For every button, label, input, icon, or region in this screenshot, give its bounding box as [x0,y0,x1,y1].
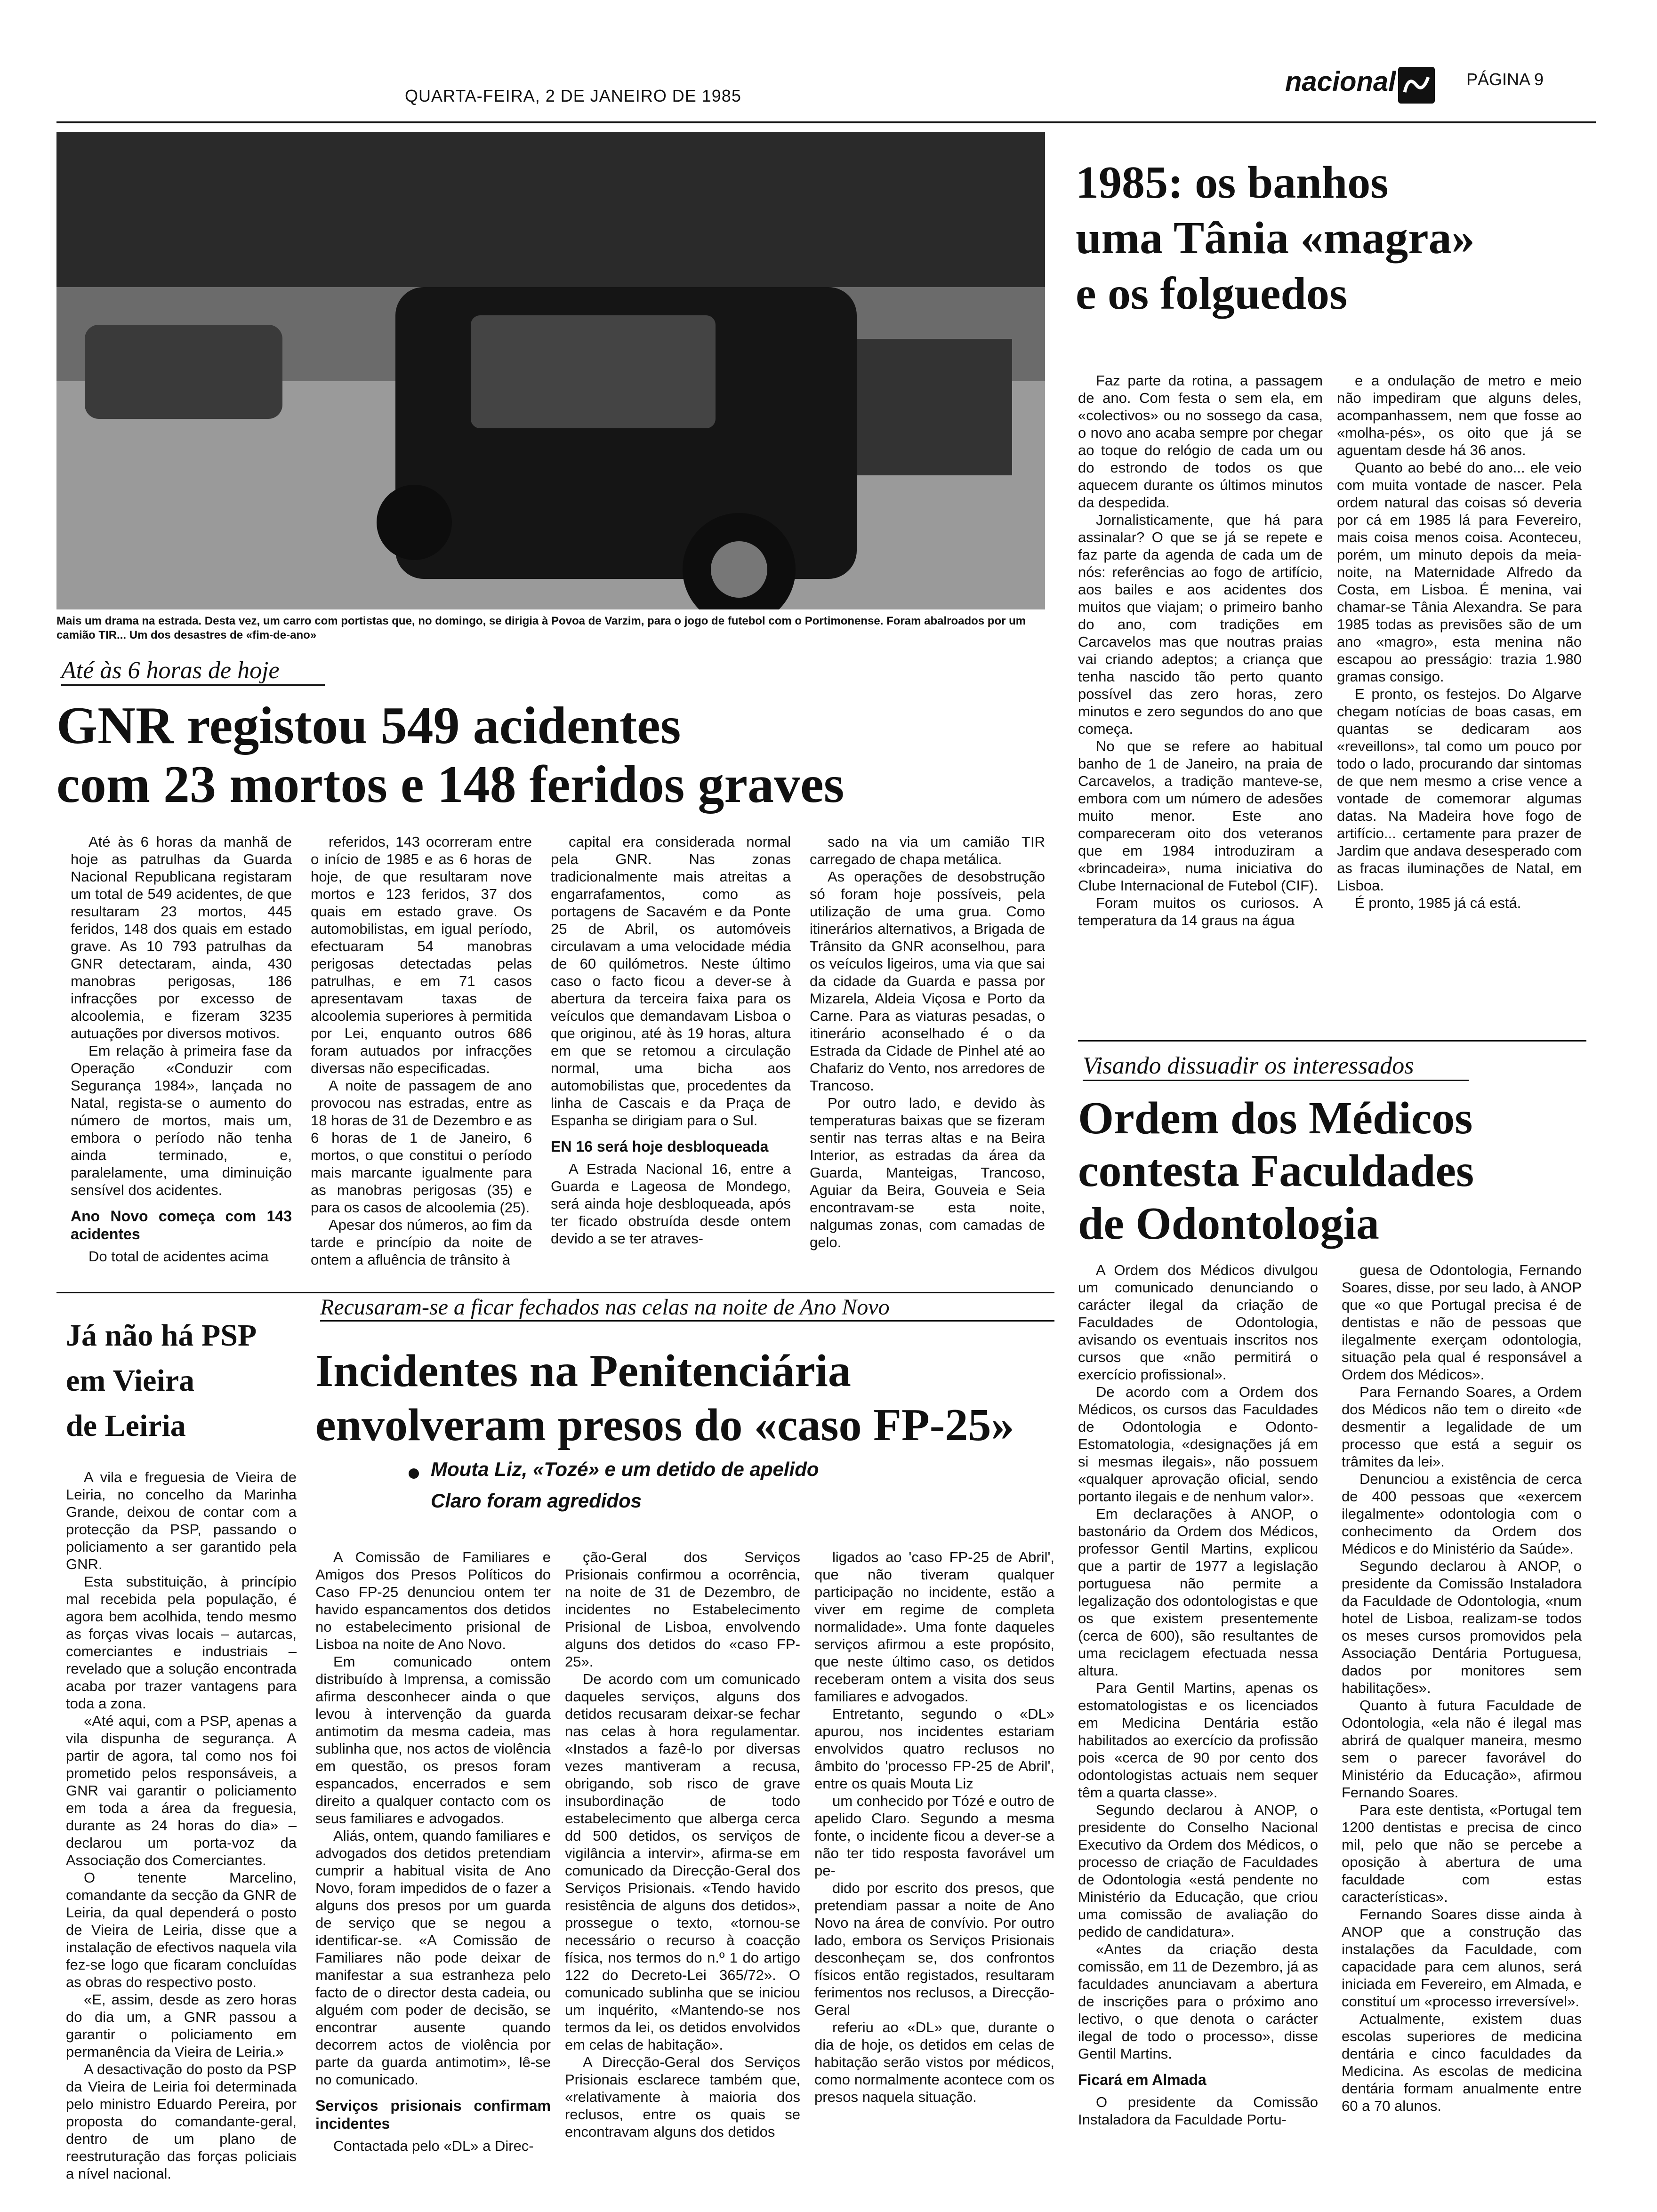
penitenciaria-p10: um conhecido por Tózé e outro de apelido Claro. Segundo a mesma fonte, o incidente ficou a dever-se a não ter tido resposta favorável um pe- [814,1793,1054,1879]
gnr-kicker: Até às 6 horas de hoje [61,657,325,686]
penitenciaria-p5: ção-Geral dos Serviços Prisionais confirmou a ocorrência, na noite de 31 de Dezembro, de incidentes no Estabelecimento Prisional de Lisboa, envolvendo alguns dos detidos do «caso FP-25». [565,1549,800,1670]
medicos-p5: Segundo declarou à ANOP, o presidente do Conselho Nacional Executivo da Ordem dos Médicos, o processo de criação de Faculdades de Odontologia «está pendente no Ministério da Educação, que criou uma comissão de avaliação do pedido de candidatura». [1078,1802,1318,1940]
banhos-p2: Jornalisticamente, que há para assinalar? O que se já se repete e faz parte da agenda de cada um de nós: referências ao fogo de artifício, aos bailes e aos acidentes dos muitos que viajam; o primeiro banho do ano, com tradições em Carcavelos mas que noutras praias vai criando adeptos; a criança que tenha nascido tão perto quanto possível das zero horas, zero minutos e zero segundos do ano que começa. [1078,512,1323,737]
medicos-p9: Para Fernando Soares, a Ordem dos Médicos não tem o direito «de desmentir a legalidade de um processo que está a seguir os trâmites da lei». [1342,1384,1582,1470]
banhos-p7: E pronto, os festejos. Do Algarve chegam notícias de boas casas, em quantas se dedicaram aos «reveillons», tal como um pouco por todo o lado, procurando dar sintomas de que nem mesmo a crise vence a vontade de comemorar algumas datas. Na Madeira hove fogo de artifício... certamente para prazer de Jardim que andava desesperado com as fracas iluminações de Natal, em Lisboa. [1337,686,1582,894]
medicos-p6: «Antes da criação desta comissão, em 11 de Dezembro, já as faculdades anunciavam a abertura de inscrições para o próximo ano lectivo, o que denota o carácter ilegal de todo o processo», disse Gentil Martins. [1078,1941,1318,2062]
penitenciaria-p2: Em comunicado ontem distribuído à Imprensa, a comissão afirma desconhecer ainda o que levou à intervenção da guarda antimotim da mesma cadeia, mas sublinha que, nos actos de violência em questão, os presos foram espancados, encerrados e sem direito a qualquer contacto com os seus familiares e advogados. [315,1653,551,1827]
gnr-p2: Em relação à primeira fase da Operação «Conduzir com Segurança 1984», lançada no Natal, regista-se o aumento do número de mortos, mais um, embora o período não tenha ainda terminado, e, paralelamente, uma diminuição sensível dos acidentes. [71,1042,292,1198]
gnr-p8: A Estrada Nacional 16, entre a Guarda e Lageosa de Mondego, será ainda hoje desbloqueada, após ter ficado obstruída desde ontem devido a se ter atraves- [551,1161,791,1247]
medicos-p12: Quanto à futura Faculdade de Odontologia, «ela não é ilegal mas abrirá de qualquer maneira, mesmo sem o parecer favorável do Ministério da Educação», afirmou Fernando Soares. [1342,1697,1582,1801]
penitenciaria-p11: dido por escrito dos presos, que pretendiam passar a noite de Ano Novo na área de convívio. Por outro lado, embora os Serviços Prisionais desconheçam se, dos confrontos físicos então registados, resultaram ferimentos nos reclusos, a Direcção-Geral [814,1880,1054,2018]
gnr-p9: sado na via um camião TIR carregado de chapa metálica. [810,834,1045,867]
penitenciaria-p7: A Direcção-Geral dos Serviços Prisionais esclarece também que, «relativamente à maioria dos reclusos, entre os quais se encontravam alguns dos detidos [565,2054,800,2140]
medicos-kicker: Visando dissuadir os interessados [1083,1052,1469,1081]
penitenciaria-headline-1: Incidentes na Penitenciária [315,1346,851,1396]
gnr-p7: capital era considerada normal pela GNR. Nas zonas tradicionalmente mais atreitas a engarrafamentos, como as portagens de Sacavém e da Ponte 25 de Abril, os automóveis circulavam a uma velocidade média de 60 quilómetros. Neste último caso o facto ficou a dever-se à abertura da terceira faixa para os veículos que demandavam Lisboa o que originou, até às 19 horas, altura em que se retomou a circulação normal, uma bicha aos automobilistas que, procedentes da linha de Cascais e da Praça de Espanha se dirigiam para o Sul. [551,834,791,1129]
gnr-subhead-2: EN 16 será hoje desbloqueada [551,1138,769,1155]
medicos-p4: Para Gentil Martins, apenas os estomatologistas e os licenciados em Medicina Dentária estão habilitados ao exercício da profissão pois «cerca de 90 por cento dos odontologistas actuais nem sequer têm a quarta classe». [1078,1680,1318,1801]
gnr-headline-2: com 23 mortos e 148 feridos graves [56,755,845,814]
penitenciaria-deck-2: Claro foram agredidos [431,1490,642,1512]
psp-col [66,1468,297,2182]
psp-p1: A vila e freguesia de Vieira de Leiria, no concelho da Marinha Grande, deixou de contar com a protecção da PSP, passando o policiamento a ser garantido pela GNR. [66,1469,297,1572]
banhos-p8: É pronto, 1985 já cá está. [1355,895,1521,911]
header-rule [56,121,1596,123]
gnr-subhead-1: Ano Novo começa com 143 acidentes [71,1208,292,1242]
psp-p5: «E, assim, desde as zero horas do dia um, a GNR passou a garantir o policiamento em permanência da Vieira de Leiria.» [66,1991,297,2060]
psp-headline-1: Já não há PSP [66,1318,257,1353]
penitenciaria-kicker: Recusaram-se a ficar fechados nas celas na noite de Ano Novo [320,1294,1054,1322]
accident-photo [56,132,1045,609]
penitenciaria-p9: Entretanto, segundo o «DL» apurou, nos incidentes estariam envolvidos quatro reclusos no âmbito do 'processo FP-25 de Abril', entre os quais Mouta Liz [814,1706,1054,1792]
banhos-p1: Faz parte da rotina, a passagem de ano. Com festa o sem ela, em «colectivos» ou no sossego da casa, o novo ano acaba sempre por chegar ao toque do relógio de cada um ou do estrondo de todos os que aquecem durante os últimos minutos da despedida. [1078,372,1323,511]
deck-bullet-icon [409,1468,419,1479]
penitenciaria-col-1 [315,1548,551,2155]
medicos-p1: A Ordem dos Médicos divulgou um comunicado denunciando o carácter ilegal da criação de Faculdades de Odontologia, avisando os eventuais inscritos nos cursos que «não permitirá o exercício profissional». [1078,1262,1318,1383]
medicos-headline-2: contesta Faculdades [1078,1146,1474,1196]
gnr-p1: Até às 6 horas da manhã de hoje as patrulhas da Guarda Nacional Republicana registaram um total de 549 acidentes, de que resultaram 23 mortos, 445 feridos, 148 dos quais em estado grave. As 10 793 patrulhas da GNR detectaram, ainda, 430 manobras perigosas, 186 infracções por excesso de alcoolemia, e fizeram 3235 autuações por diversos motivos. [71,834,292,1042]
gnr-col-2 [311,833,532,1268]
banhos-p6: Quanto ao bebé do ano... ele veio com muita vontade de nascer. Pela ordem natural das coisas só deveria por cá em 1985 lá para Fevereiro, mais coisa menos coisa. Aconteceu, porém, um minuto depois da meia-noite, na Maternidade Alfredo da Costa, em Lisboa. É menina, vai chamar-se Tânia Alexandra. Se para 1985 todas as previsões são de um ano «magro», esta menina não escapou ao presságio: trazia 1.980 gramas consigo. [1337,459,1582,685]
penitenciaria-subhead: Serviços prisionais confirmam incidentes [315,2097,551,2132]
penitenciaria-p6: De acordo com um comunicado daqueles serviços, alguns dos detidos recusaram deixar-se fechar nas celas à hora regulamentar. «Instados a fazê-lo por diversas vezes mantiveram a recusa, obrigando, sob risco de grave insubordinação de todo estabelecimento que alberga cerca dd 500 detidos, os serviços de vigilância a intervir», afirma-se em comunicado da Direcção-Geral dos Serviços Prisionais. «Tendo havido resistência de alguns dos detidos», prossegue o texto, «tornou-se necessário o recurso à coacção física, nos termos do n.º 1 do artigo 122 do Decreto-Lei 365/72». O comunicado sublinha que se iniciou um inquérito, «Mantendo-se nos termos da lei, os detidos envolvidos em celas de habitação». [565,1671,800,2053]
penitenciaria-headline-2: envolveram presos do «caso FP-25» [315,1400,1014,1451]
psp-p3: «Até aqui, com a PSP, apenas a vila dispunha de segurança. A partir de agora, tal como nos foi prometido pelos responsáveis, a GNR vai garantir o policiamento em toda a área da freguesia, durante as 24 horas do dia» – declarou um porta-voz da Associação dos Comerciantes. [66,1713,297,1868]
gnr-headline-1: GNR registou 549 acidentes [56,697,681,755]
penitenciaria-deck-1: Mouta Liz, «Tozé» e um detido de apelido [431,1458,819,1480]
newspaper-emblem-icon [1398,67,1435,104]
psp-headline-3: de Leiria [66,1409,186,1443]
psp-p4: O tenente Marcelino, comandante da secção da GNR de Leiria, da qual dependerá o posto de Vieira de Leiria, disse que a instalação de efectivos naquela vila fez-se logo que ficaram concluídas as obras do respectivo posto. [66,1869,297,1990]
medicos-p7: O presidente da Comissão Instaladora da Faculdade Portu- [1078,2094,1318,2128]
penitenciaria-col-2 [565,1548,800,2140]
medicos-p13: Para este dentista, «Portugal tem 1200 dentistas e precisa de cinco mil, pelo que não se percebe a oposição à abertura de uma faculdade com estas características». [1342,1802,1582,1905]
medicos-p3: Em declarações à ANOP, o bastonário da Ordem dos Médicos, professor Gentil Martins, explicou que a partir de 1977 a legislação portuguesa não permite a legalização dos odontologistas e que os que existem presentemente (cerca de 600), são resultantes de uma reciclagem efectuada nessa altura. [1078,1506,1318,1679]
banhos-p4: Foram muitos os curiosos. A temperatura da 14 graus na água [1078,895,1323,929]
medicos-subhead: Ficará em Almada [1078,2071,1207,2088]
medicos-top-rule [1078,1040,1586,1042]
penitenciaria-col-3 [814,1548,1054,2106]
banhos-col-2 [1337,372,1582,912]
medicos-headline-1: Ordem dos Médicos [1078,1093,1473,1144]
section-logo: nacional [1285,66,1396,97]
banhos-headline-1: 1985: os banhos [1076,157,1389,208]
psp-headline-2: em Vieira [66,1363,195,1398]
penitenciaria-p3: Aliás, ontem, quando familiares e advogados dos detidos pretendiam cumprir a habitual visita de Ano Novo, foram impedidos de o fazer a alguns dos presos por um guarda de serviço que se negou a identificar-se. «A Comissão de Familiares não pode deixar de manifestar a sua estranheza pelo facto de o director desta cadeia, ou alguém com poder de decisão, se encontrar ausente quando decorrem actos de violência por parte da guarda antimotim», lê-se no comunicado. [315,1827,551,2088]
psp-p6: A desactivação do posto da PSP da Vieira de Leiria foi determinada pelo ministro Eduardo Pereira, por proposta do comandante-geral, dentro de um plano de reestruturação das forças policiais a nível nacional. [66,2061,297,2182]
gnr-p6: Apesar dos números, ao fim da tarde e princípio da noite de ontem a afluência de trânsito à [311,1217,532,1268]
banhos-headline-3: e os folguedos [1076,268,1348,319]
banhos-col-1 [1078,372,1323,929]
gnr-col-3 [551,833,791,1247]
gnr-p10: As operações de desobstrução só foram hoje possíveis, pela utilização de uma grua. Como itinerários alternativos, a Brigada de Trânsito da GNR aconselhou, para os veículos ligeiros, uma via que sai da cidade da Guarda e passa por Mizarela, Aldeia Viçosa e Porto da Carne. Para as viaturas pesadas, o itinerário aconselhado é o da Estrada da Cidade de Pinhel até ao Chafariz do Vento, nos arredores de Trancoso. [810,868,1045,1094]
medicos-p15: Actualmente, existem duas escolas superiores de medicina dentária e cinco faculdades da Medicina. As escolas de medicina dentária formam anualmente entre 60 a 70 alunos. [1342,2011,1582,2114]
penitenciaria-p8: ligados ao 'caso FP-25 de Abril', que não tiveram qualquer participação no incidente, estão a viver em regime de completa normalidade». Uma fonte daqueles serviços afirmou a este propósito, que neste último caso, os detidos receberam ontem a visita dos seus familiares e advogados. [814,1549,1054,1705]
medicos-p2: De acordo com a Ordem dos Médicos, os cursos das Faculdades de Odontologia e Odonto-Estomatologia, «designações já em si mesmas ilegais», não possuem «qualquer aprovação oficial, sendo portanto ilegais e de nenhum valor». [1078,1384,1318,1505]
medicos-p8: guesa de Odontologia, Fernando Soares, disse, por seu lado, à ANOP que «o que Portugal precisa é de dentistas e não de pessoas que ilegalmente exerçam odontologia, situação pela qual é responsável a Ordem dos Médicos». [1342,1262,1582,1383]
medicos-p10: Denunciou a existência de cerca de 400 pessoas que «exercem ilegalmente» odontologia com o conhecimento da Ordem dos Médicos e do Ministério da Saúde». [1342,1471,1582,1557]
gnr-p5: A noite de passagem de ano provocou nas estradas, entre as 18 horas de 31 de Dezembro e as 6 horas de 1 de Janeiro, 6 mortos, o que constitui o período mais marcante igualmente para as manobras perigosas (35) e para os casos de alcoolemia (25). [311,1077,532,1216]
banhos-p3: No que se refere ao habitual banho de 1 de Janeiro, na praia de Carcavelos, a tradição manteve-se, embora com um número de adesões muito menor. Este ano compareceram oito dos veteranos que em 1984 introduziram a «brincadeira», numa iniciativa do Clube Internacional de Futebol (CIF). [1078,738,1323,894]
section-rule [56,1292,1054,1293]
penitenciaria-p4: Contactada pelo «DL» a Direc- [333,2138,534,2154]
banhos-p5: e a ondulação de metro e meio não impediram que alguns deles, acompanhassem, nem que fosse ao «molha-pés», os oito que já se aguentam desde há 36 anos. [1337,372,1582,458]
gnr-col-1 [71,833,292,1265]
banhos-headline-2: uma Tânia «magra» [1076,213,1475,264]
medicos-headline-3: de Odontologia [1078,1198,1379,1249]
photo-caption: Mais um drama na estrada. Desta vez, um carro com portistas que, no domingo, se dirigia à Povoa de Varzim, para o jogo de futebol com o Portimonense. Foram abalroados por um camião TIR... Um dos desastres de «fim-de-ano» [56,615,1026,641]
psp-p2: Esta substituição, à princípio mal recebida pela população, é agora bem acolhida, tendo mesmo as forças vivas locais – autarcas, comerciantes e industriais – revelado que a solução encontrada acaba por trazer vantagens para toda a zona. [66,1573,297,1712]
medicos-col-1 [1078,1261,1318,2128]
medicos-p14: Fernando Soares disse ainda à ANOP que a construção das instalações da Faculdade, com capacidade para cem alunos, será iniciada em Fevereiro, em Almada, e constituí um «processo irreversível». [1342,1906,1582,2010]
penitenciaria-p1: A Comissão de Familiares e Amigos dos Presos Políticos do Caso FP-25 denunciou ontem ter havido espancamentos dos detidos no estabelecimento prisional de Lisboa na noite de Ano Novo. [315,1549,551,1652]
medicos-p11: Segundo declarou à ANOP, o presidente da Comissão Instaladora da Faculdade de Odontologia, «num hotel de Lisboa, realizam-se todos os meses cursos promovidos pela Associação Dentária Portuguesa, dados por monitores sem habilitações». [1342,1558,1582,1696]
gnr-p11: Por outro lado, e devido às temperaturas baixas que se fizeram sentir nas terras altas e na Beira Interior, as estradas da área da Guarda, Manteigas, Trancoso, Aguiar da Beira, Gouveia e Seia encontravam-se esta noite, nalgumas zonas, com camadas de gelo. [810,1095,1045,1250]
medicos-col-2 [1342,1261,1582,2115]
gnr-col-4 [810,833,1045,1251]
page-number: PÁGINA 9 [1466,70,1544,89]
gnr-p3: Do total de acidentes acima [88,1248,269,1265]
penitenciaria-p12: referiu ao «DL» que, durante o dia de hoje, os detidos em celas de habitação serão vistos por médicos, como normalmente acontece com os presos naquela situação. [814,2019,1054,2105]
gnr-p4: referidos, 143 ocorreram entre o início de 1985 e as 6 horas de hoje, de que resultaram nove mortos e 123 feridos, 37 dos quais em estado grave. Os automobilistas, em igual período, efectuaram 54 manobras perigosas detectadas pelas patrulhas, e em 71 casos apresentavam taxas de alcoolemia superiores à permitida por Lei, enquanto outros 686 foram autuados por infracções diversas não especificadas. [311,834,532,1076]
issue-date: QUARTA-FEIRA, 2 DE JANEIRO DE 1985 [405,86,741,105]
